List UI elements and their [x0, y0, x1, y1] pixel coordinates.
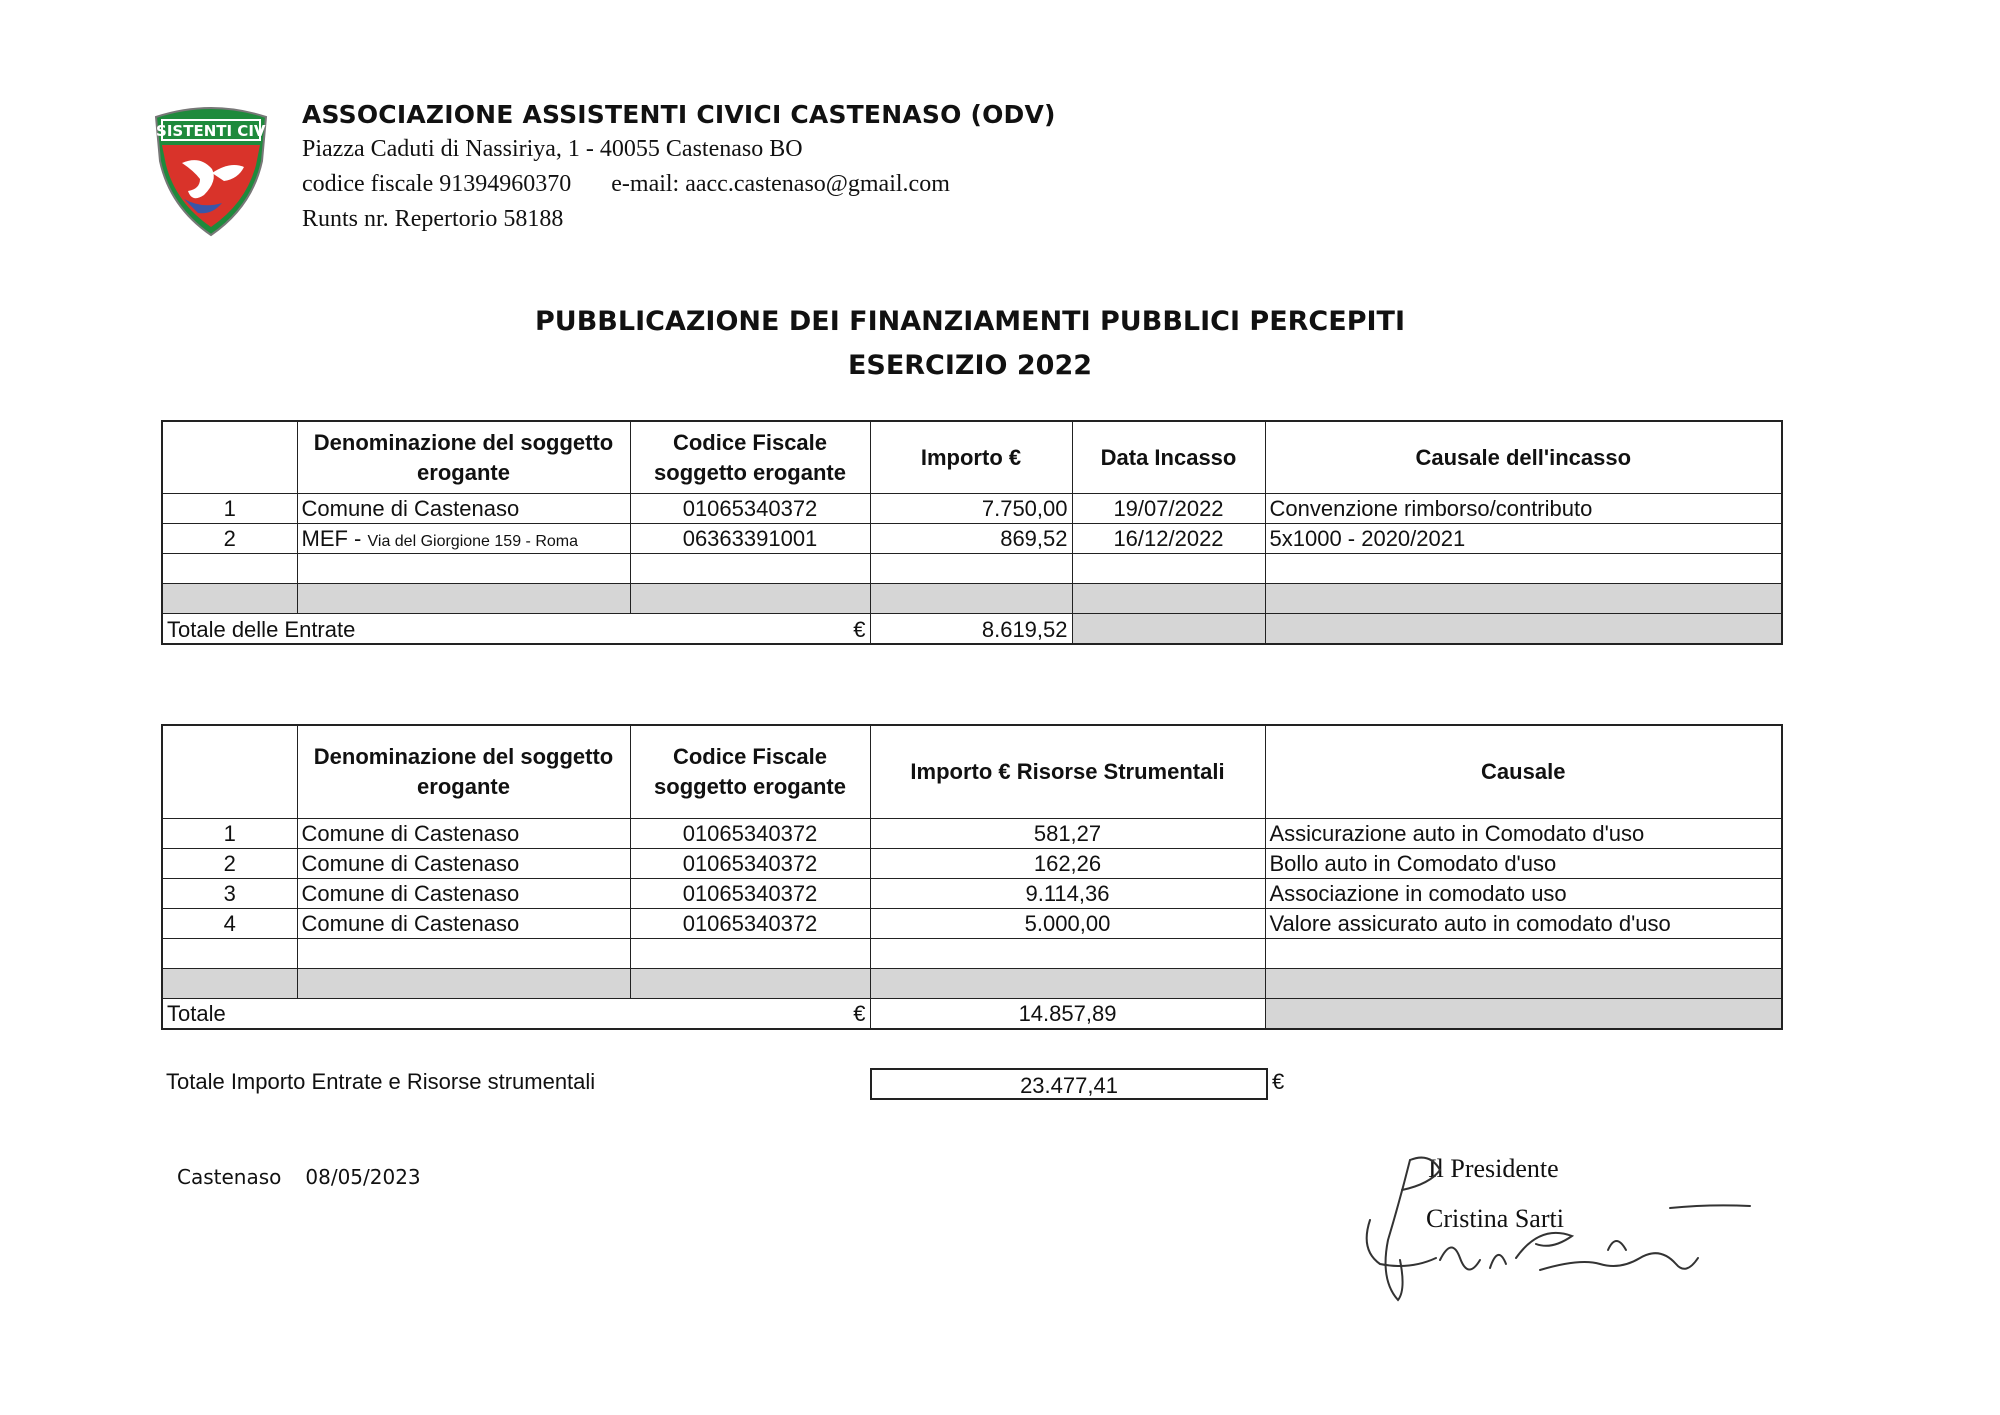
empty-row [162, 939, 1782, 969]
header-denominazione: Denominazione del soggetto erogante [297, 725, 630, 819]
total-value: 14.857,89 [870, 999, 1265, 1030]
empty-row [162, 554, 1782, 584]
public-funding-table [161, 420, 1783, 645]
header-index [162, 421, 297, 494]
row-code: 06363391001 [630, 524, 870, 554]
total-row [162, 999, 1782, 1030]
place-and-date [177, 1165, 421, 1189]
row-date: 16/12/2022 [1072, 524, 1265, 554]
header-importo: Importo € [870, 421, 1072, 494]
total-label: Totale delle Entrate [162, 614, 630, 645]
header-index [162, 725, 297, 819]
total-row [162, 614, 1782, 645]
header-causale: Causale dell'incasso [1265, 421, 1782, 494]
total-value: 8.619,52 [870, 614, 1072, 645]
row-index: 1 [162, 494, 297, 524]
instrumental-resources-table [161, 724, 1783, 1030]
row-amount: 581,27 [870, 819, 1265, 849]
row-reason: Assicurazione auto in Comodato d'uso [1265, 819, 1782, 849]
row-amount: 9.114,36 [870, 879, 1265, 909]
row-name: MEF - [301, 525, 368, 551]
handwritten-signature [1340, 1140, 1760, 1320]
president-name: Cristina Sarti [1426, 1204, 1564, 1233]
row-code: 01065340372 [630, 849, 870, 879]
row-amount: 162,26 [870, 849, 1265, 879]
row-reason: Convenzione rimborso/contributo [1265, 494, 1782, 524]
row-index: 3 [162, 879, 297, 909]
row-code: 01065340372 [630, 494, 870, 524]
document-subtitle: ESERCIZIO 2022 [847, 350, 1093, 381]
row-code: 01065340372 [630, 879, 870, 909]
row-index: 4 [162, 909, 297, 939]
row-name: Comune di Castenaso [297, 879, 630, 909]
header-codice-fiscale: Codice Fiscale soggetto erogante [630, 421, 870, 494]
row-amount: 7.750,00 [870, 494, 1072, 524]
logo-text: ASSISTENTI CIVICI [134, 122, 288, 140]
table-header-row [162, 725, 1782, 819]
row-index: 1 [162, 819, 297, 849]
organization-address: Piazza Caduti di Nassiriya, 1 - 40055 Castenaso BO [302, 136, 803, 162]
row-amount: 869,52 [870, 524, 1072, 554]
grand-total-label: Totale Importo Entrate e Risorse strumentali [166, 1069, 596, 1094]
table-header-row [162, 421, 1782, 494]
table-row [162, 494, 1782, 524]
table-row [162, 524, 1782, 554]
total-currency: € [630, 999, 870, 1030]
row-code: 01065340372 [630, 819, 870, 849]
row-name-address: Via del Giorgione 159 - Roma [367, 532, 578, 550]
row-index: 2 [162, 524, 297, 554]
header-denominazione: Denominazione del soggetto erogante [297, 421, 630, 494]
row-name: Comune di Castenaso [297, 819, 630, 849]
header-codice-fiscale: Codice Fiscale soggetto erogante [630, 725, 870, 819]
place: Castenaso [177, 1165, 282, 1189]
email-address: e-mail: aacc.castenaso@gmail.com [611, 171, 950, 197]
table-row [162, 909, 1782, 939]
empty-shaded-row [162, 584, 1782, 614]
row-name: Comune di Castenaso [297, 909, 630, 939]
organization-header [302, 98, 1056, 237]
organization-contacts [302, 167, 1056, 202]
grand-total-value: 23.477,41 [870, 1068, 1268, 1100]
row-amount: 5.000,00 [870, 909, 1265, 939]
table-row [162, 819, 1782, 849]
total-currency: € [630, 614, 870, 645]
row-code: 01065340372 [630, 909, 870, 939]
row-date: 19/07/2022 [1072, 494, 1265, 524]
row-reason: Associazione in comodato uso [1265, 879, 1782, 909]
row-name: Comune di Castenaso [297, 849, 630, 879]
grand-total-currency: € [1272, 1069, 1285, 1094]
president-role: Il Presidente [1428, 1154, 1559, 1183]
row-reason: 5x1000 - 2020/2021 [1265, 524, 1782, 554]
document-title: PUBBLICAZIONE DEI FINANZIAMENTI PUBBLICI PERCEPITI [535, 306, 1405, 337]
header-importo-risorse: Importo € Risorse Strumentali [870, 725, 1265, 819]
runts-number: Runts nr. Repertorio 58188 [302, 206, 564, 232]
total-label: Totale [162, 999, 630, 1030]
organization-name: ASSOCIAZIONE ASSISTENTI CIVICI CASTENASO (ODV) [302, 100, 1056, 129]
row-reason: Valore assicurato auto in comodato d'uso [1265, 909, 1782, 939]
date: 08/05/2023 [305, 1165, 421, 1189]
row-reason: Bollo auto in Comodato d'uso [1265, 849, 1782, 879]
fiscal-code: codice fiscale 91394960370 [302, 171, 572, 197]
empty-shaded-row [162, 969, 1782, 999]
header-data-incasso: Data Incasso [1072, 421, 1265, 494]
row-name: Comune di Castenaso [297, 494, 630, 524]
row-name-cell [297, 524, 630, 554]
row-index: 2 [162, 849, 297, 879]
table-row [162, 849, 1782, 879]
table-row [162, 879, 1782, 909]
association-logo [134, 103, 288, 237]
header-causale: Causale [1265, 725, 1782, 819]
